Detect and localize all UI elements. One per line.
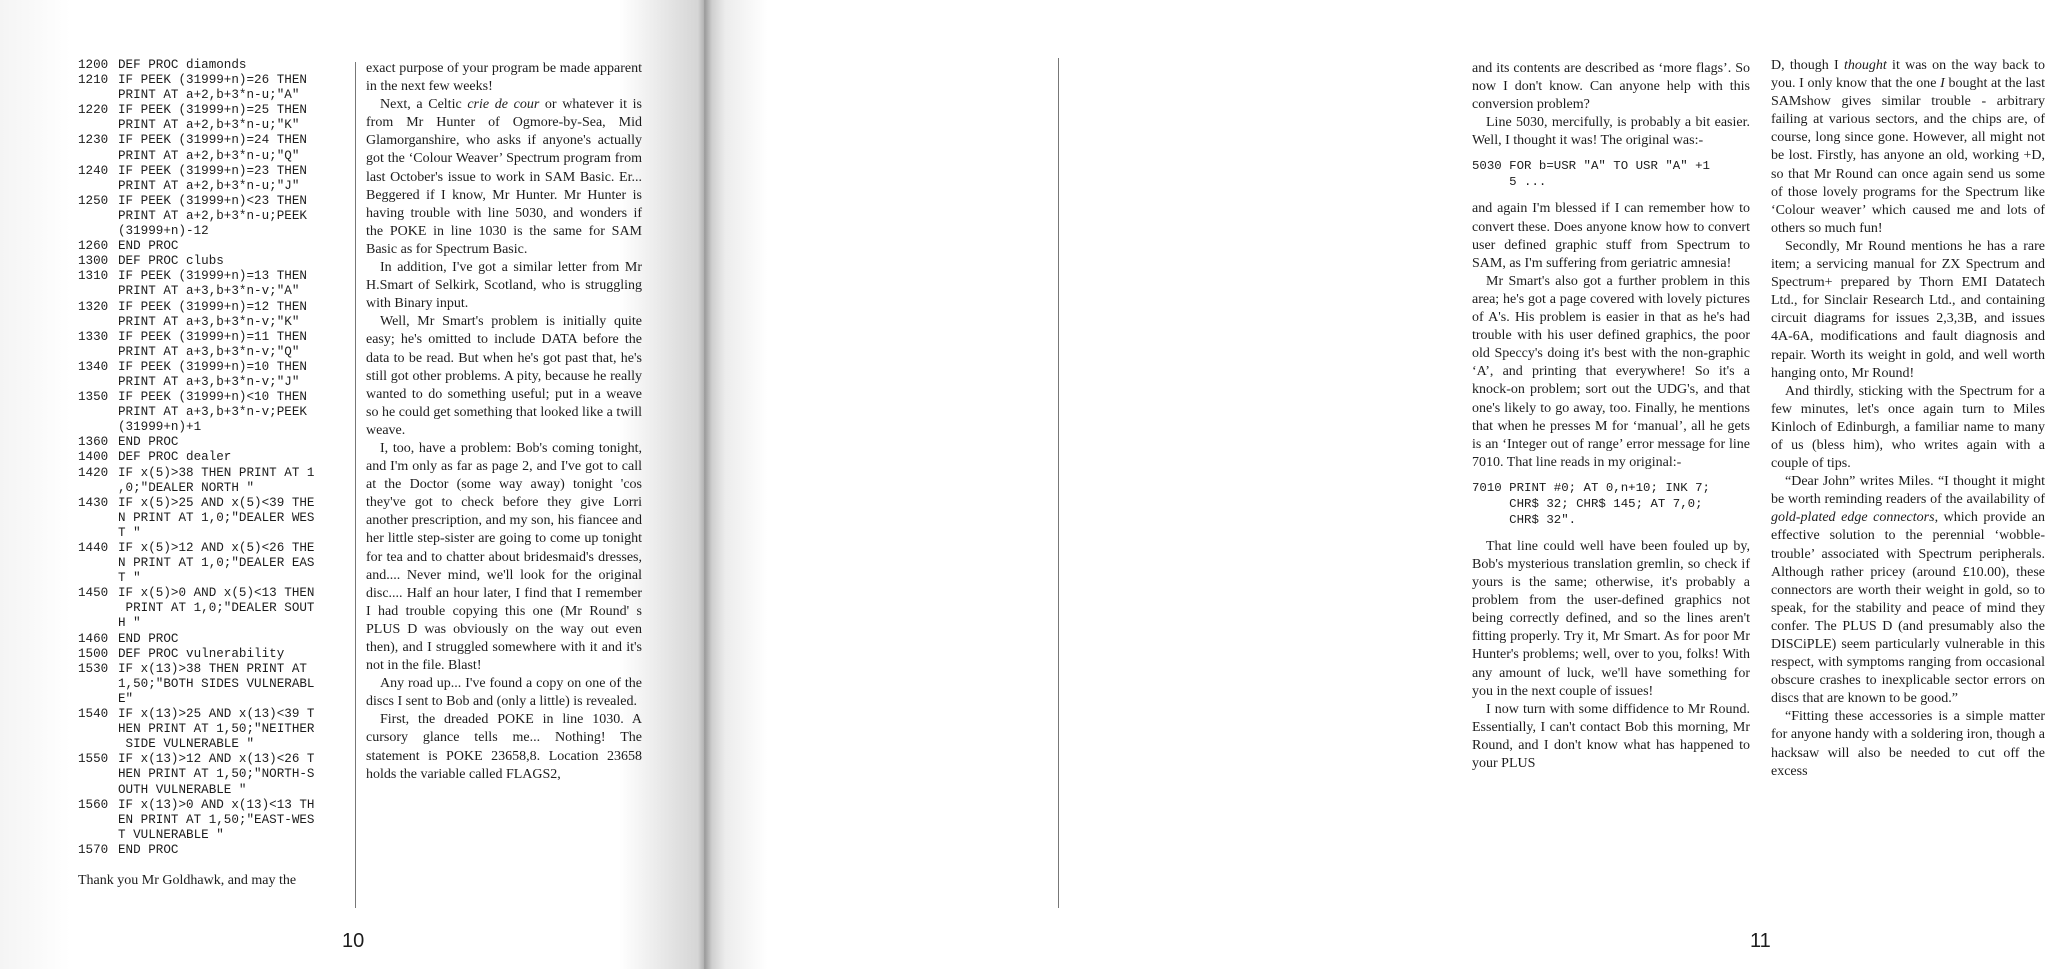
- line-number: 1250: [78, 193, 109, 208]
- code-line: [78, 435, 346, 450]
- line-number: [78, 571, 118, 586]
- code-line: [78, 315, 346, 330]
- code-snippet-7010: [1472, 480, 1750, 528]
- code-line: [78, 149, 346, 164]
- paragraph: Mr Smart's also got a further problem in this area; he's got a page covered with lovely pictures of A's. His problem is easier in that as he's had trouble with his user defined graphics, the poor old Speccy's doing it's best with the non-graphic ‘A’, and printing that everywhere! So it's a knock-on problem; sort out the UDG's, and that one's likely to go away, too. Finally, he mentions that when he presses M for ‘manual’, all he gets is an ‘Integer out of range’ error message for line 7010. That line reads in my original:-: [1472, 273, 1750, 470]
- paragraph: D, though I thought it was on the way back to you. I only know that the one I bought at the last SAMshow gives similar trouble - arbitrary failing at various sectors, and the chips are, of course, long since gone. However, all might not be lost. Firstly, has anyone an old, working +D, so that Mr Round can once again send us some of those lovely programs for the Spectrum like ‘Colour weaver’ which caused me and lots of others so much fun!: [1771, 58, 2045, 236]
- line-number: 1300: [78, 254, 109, 269]
- right-page-text-column-2: [1771, 57, 2045, 907]
- code-line: [78, 601, 346, 616]
- left-page: [0, 0, 704, 969]
- paragraph: “Fitting these accessories is a simple matter for anyone handy with a soldering iron, though a hacksaw will also be needed to cut off the excess: [1771, 709, 2045, 779]
- line-number: [78, 601, 118, 616]
- line-number: [78, 511, 118, 526]
- line-number: [78, 375, 118, 390]
- code-line: 5 ...: [1472, 175, 1547, 190]
- paragraph: Thank you Mr Goldhawk, and may the: [78, 872, 297, 888]
- code-line: [78, 843, 346, 858]
- paragraph: I now turn with some diffidence to Mr Round. Essentially, I can't contact Bob this morning, Mr Round, and I don't know what has happened to your PLUS: [1472, 701, 1750, 771]
- code-line: [78, 209, 346, 224]
- code-statement: IF x(5)>12 AND x(5)<26 THE: [118, 541, 315, 555]
- code-line: [78, 164, 346, 179]
- code-statement: T ": [118, 571, 141, 586]
- code-line: [78, 330, 346, 345]
- code-statement: (31999+n)-12: [118, 224, 209, 239]
- line-number: 1530: [78, 661, 109, 676]
- paragraph: That line could well have been fouled up by, Bob's mysterious translation gremlin, so check if yours is the same; otherwise, it's probably a problem from the user-defined graphics not being correctly defined, and so the lines aren't fitting properly. Try it, Mr Smart. As for poor Mr Hunter's problems; well, over to you, folks! With any amount of luck, we'll have something for you in the next couple of issues!: [1472, 538, 1750, 699]
- basic-code-listing: [78, 58, 346, 888]
- line-number: [78, 526, 118, 541]
- line-number: 1430: [78, 495, 109, 510]
- line-number: [78, 118, 118, 133]
- line-number: [78, 149, 118, 164]
- line-number: [78, 345, 118, 360]
- code-statement: IF PEEK (31999+n)<23 THEN: [118, 193, 307, 208]
- code-line: [78, 707, 346, 722]
- code-line: [78, 118, 346, 133]
- code-line: [78, 481, 346, 496]
- code-snippet-5030: [1472, 158, 1750, 190]
- page-number: 10: [342, 930, 365, 952]
- code-line: [78, 360, 346, 375]
- code-statement: DEF PROC diamonds: [118, 58, 247, 72]
- code-statement: IF PEEK (31999+n)=23 THEN: [118, 163, 307, 178]
- code-statement: IF x(13)>38 THEN PRINT AT: [118, 661, 307, 676]
- code-line: [78, 737, 346, 752]
- line-number: 1550: [78, 752, 109, 767]
- code-statement: DEF PROC dealer: [118, 450, 232, 465]
- code-line: [78, 496, 346, 511]
- line-number: [78, 767, 118, 782]
- code-statement: T ": [118, 525, 141, 540]
- code-line: [78, 828, 346, 843]
- line-number: 1560: [78, 797, 109, 812]
- line-number: [78, 179, 118, 194]
- line-number: 1320: [78, 299, 109, 314]
- code-statement: H ": [118, 616, 141, 631]
- line-number: [78, 737, 118, 752]
- line-number: [78, 420, 118, 435]
- right-page-text-column-1: [1472, 60, 1750, 910]
- line-number: [78, 284, 118, 299]
- code-statement: T VULNERABLE ": [118, 827, 224, 842]
- left-page-text-column: [366, 60, 642, 910]
- line-number: [78, 813, 118, 828]
- code-statement: IF x(13)>12 AND x(13)<26 T: [118, 752, 315, 767]
- line-number: 1440: [78, 541, 109, 555]
- code-line: CHR$ 32; CHR$ 145; AT 7,0;: [1472, 496, 1703, 511]
- paragraph: and its contents are described as ‘more flags’. So now I don't know. Can anyone help with this conversion problem?: [1472, 61, 1750, 113]
- code-statement: IF PEEK (31999+n)=24 THEN: [118, 133, 307, 148]
- code-statement: (31999+n)+1: [118, 420, 202, 435]
- code-line: [78, 300, 346, 315]
- line-number: 1450: [78, 586, 109, 601]
- code-line: [78, 390, 346, 405]
- code-line: [78, 88, 346, 103]
- code-statement: IF x(5)>0 AND x(5)<13 THEN: [118, 586, 315, 601]
- line-number: [78, 209, 118, 224]
- line-number: 1420: [78, 465, 109, 480]
- code-statement: PRINT AT a+3,b+3*n-v;"Q": [118, 344, 300, 359]
- code-statement: N PRINT AT 1,0;"DEALER EAS: [118, 556, 315, 571]
- line-number: 1210: [78, 73, 109, 88]
- code-statement: E": [118, 691, 134, 706]
- code-statement: ,0;"DEALER NORTH ": [118, 480, 255, 495]
- code-statement: DEF PROC clubs: [118, 254, 224, 269]
- paragraph: Line 5030, mercifully, is probably a bit easier. Well, I thought it was! The original was:-: [1472, 115, 1750, 149]
- line-number: [78, 616, 118, 631]
- code-statement: PRINT AT 1,0;"DEALER SOUT: [118, 601, 315, 616]
- code-line: [78, 73, 346, 88]
- code-line: [78, 179, 346, 194]
- line-number: 1460: [78, 631, 109, 646]
- paragraph: and again I'm blessed if I can remember how to convert these. Does anyone know how to convert user defined graphic stuff from Spectrum to SAM, as I'm suffering from geriatric amnesia!: [1472, 201, 1750, 271]
- line-number: [78, 677, 118, 692]
- line-number: 1330: [78, 329, 109, 344]
- line-number: 1500: [78, 646, 109, 661]
- code-statement: IF x(5)>25 AND x(5)<39 THE: [118, 495, 315, 510]
- code-line: [78, 541, 346, 556]
- line-number: [78, 783, 118, 798]
- code-line: 5030 FOR b=USR "A" TO USR "A" +1: [1472, 159, 1710, 174]
- code-statement: DEF PROC vulnerability: [118, 646, 285, 661]
- code-line: 7010 PRINT #0; AT 0,n+10; INK 7;: [1472, 480, 1710, 495]
- paragraph: Secondly, Mr Round mentions he has a rare item; a servicing manual for ZX Spectrum and Spectrum+ prepared by Thorn EMI Datatech Ltd., for Sinclair Research Ltd., and containing circuit diagrams for issues 2,3,3B, and issues 4A-6A, modifications and fault diagnosis and repair. Worth its weight in gold, and well worth hanging onto, Mr Round!: [1771, 238, 2045, 381]
- line-number: 1200: [78, 58, 109, 72]
- code-statement: END PROC: [118, 435, 179, 450]
- code-line: [78, 586, 346, 601]
- paragraph: I, too, have a problem: Bob's coming tonight, and I'm only as far as page 2, and I've got to call at the Doctor (some way away) tonight 'cos they've got to check before they give Lorri another prescription, and my son, his fiancee and her little step-sister are going to come up tonight for tea and to chatter about bridesmaid's dresses, and.... Never mind, we'll look for the original disc.... Half an hour later, I find that I remember I had trouble copying this one (Mr Round' s PLUS D was obviously on the way out even then), and I struggled somewhere with it and it's not in the file. Blast!: [366, 440, 642, 674]
- code-statement: SIDE VULNERABLE ": [118, 737, 255, 752]
- line-number: 1220: [78, 103, 109, 118]
- code-line: [78, 767, 346, 782]
- code-line: [78, 752, 346, 767]
- code-line: [78, 632, 346, 647]
- line-number: 1360: [78, 435, 109, 450]
- line-number: [78, 88, 118, 103]
- code-line: [78, 375, 346, 390]
- code-line: [78, 58, 346, 73]
- code-line: [78, 239, 346, 254]
- code-statement: END PROC: [118, 842, 179, 857]
- line-number: 1400: [78, 450, 109, 465]
- code-line: [78, 194, 346, 209]
- line-number: 1350: [78, 390, 109, 405]
- code-statement: PRINT AT a+2,b+3*n-u;PEEK: [118, 208, 307, 223]
- code-line: [78, 722, 346, 737]
- code-line: [78, 616, 346, 631]
- line-number: 1240: [78, 163, 109, 178]
- code-statement: PRINT AT a+2,b+3*n-u;"J": [118, 178, 300, 193]
- paragraph: And thirdly, sticking with the Spectrum for a few minutes, let's once again turn to Miles Kinloch of Edinburgh, a familiar name to many of us (bless him), who writes again with a couple of tips.: [1771, 383, 2045, 472]
- code-statement: IF PEEK (31999+n)<10 THEN: [118, 390, 307, 405]
- paragraph: Well, Mr Smart's problem is initially quite easy; he's omitted to include DATA before the data to be read. But when he's got past that, he's still got other problems. A pity, because he really wanted to do something useful; put in a weave so he could get something that looked like a twill weave.: [366, 314, 642, 438]
- code-statement: IF PEEK (31999+n)=25 THEN: [118, 103, 307, 118]
- paragraph: Any road up... I've found a copy on one of the discs I sent to Bob and (only a little) is revealed.: [366, 676, 642, 710]
- column-divider: [1058, 58, 1059, 908]
- line-number: 1570: [78, 842, 109, 857]
- code-statement: IF x(5)>38 THEN PRINT AT 1: [118, 465, 315, 480]
- code-line: [78, 269, 346, 284]
- code-statement: IF x(13)>25 AND x(13)<39 T: [118, 707, 315, 722]
- line-number: [78, 556, 118, 571]
- book-spine-shadow: [698, 0, 712, 969]
- code-statement: N PRINT AT 1,0;"DEALER WES: [118, 510, 315, 525]
- code-statement: PRINT AT a+3,b+3*n-v;PEEK: [118, 405, 307, 420]
- page-number: 11: [1750, 930, 1771, 952]
- code-statement: HEN PRINT AT 1,50;"NEITHER: [118, 722, 315, 737]
- line-number: [78, 405, 118, 420]
- line-number: 1260: [78, 239, 109, 254]
- code-statement: EN PRINT AT 1,50;"EAST-WES: [118, 812, 315, 827]
- code-line: [78, 647, 346, 662]
- line-number: [78, 722, 118, 737]
- code-statement: PRINT AT a+2,b+3*n-u;"A": [118, 88, 300, 103]
- code-line: [78, 254, 346, 269]
- code-statement: PRINT AT a+2,b+3*n-u;"Q": [118, 148, 300, 163]
- line-number: [78, 828, 118, 843]
- code-line: [78, 798, 346, 813]
- code-line: [78, 571, 346, 586]
- code-line: [78, 662, 346, 677]
- code-statement: IF PEEK (31999+n)=13 THEN: [118, 269, 307, 284]
- code-statement: IF PEEK (31999+n)=11 THEN: [118, 329, 307, 344]
- paragraph: “Dear John” writes Miles. “I thought it might be worth reminding readers of the availability of gold-plated edge connectors, which provide an effective solution to the perennial ‘wobble-trouble’ associated with Spectrum peripherals. Although rather pricey (around £10.00), these connectors are worth their weight in gold, so to speak, for the stability and peace of mind they confer. The PLUS D (and presumably also the DISCiPLE) seem particularly vulnerable in this respect, with symptoms ranging from occasional obscure crashes to inexplicable sector errors on discs that are known to be good.”: [1771, 474, 2045, 707]
- code-line: [78, 526, 346, 541]
- code-line: [78, 783, 346, 798]
- paragraph: In addition, I've got a similar letter from Mr H.Smart of Selkirk, Scotland, who is struggling with Binary input.: [366, 260, 642, 312]
- line-number: 1230: [78, 133, 109, 148]
- code-statement: END PROC: [118, 239, 179, 254]
- code-line: [78, 450, 346, 465]
- code-statement: IF PEEK (31999+n)=12 THEN: [118, 299, 307, 314]
- line-number: [78, 481, 118, 496]
- code-line: [78, 284, 346, 299]
- code-line: [78, 677, 346, 692]
- code-line: [78, 133, 346, 148]
- paragraph: First, the dreaded POKE in line 1030. A cursory glance tells me... Nothing! The statement is POKE 23658,8. Location 23658 holds the variable called FLAGS2,: [366, 712, 642, 782]
- code-line: [78, 345, 346, 360]
- code-statement: IF x(13)>0 AND x(13)<13 TH: [118, 797, 315, 812]
- code-line: [78, 556, 346, 571]
- code-statement: 1,50;"BOTH SIDES VULNERABL: [118, 676, 315, 691]
- code-line: [78, 692, 346, 707]
- code-line: [78, 813, 346, 828]
- line-number: 1340: [78, 359, 109, 374]
- code-statement: OUTH VULNERABLE ": [118, 782, 247, 797]
- code-line: [78, 420, 346, 435]
- code-line: CHR$ 32".: [1472, 512, 1577, 527]
- code-statement: PRINT AT a+3,b+3*n-v;"K": [118, 314, 300, 329]
- code-statement: PRINT AT a+2,b+3*n-u;"K": [118, 118, 300, 133]
- code-line: [78, 103, 346, 118]
- code-line: [78, 511, 346, 526]
- code-statement: END PROC: [118, 631, 179, 646]
- code-line: [78, 466, 346, 481]
- code-statement: HEN PRINT AT 1,50;"NORTH-S: [118, 767, 315, 782]
- line-number: [78, 692, 118, 707]
- paragraph: exact purpose of your program be made apparent in the next few weeks!: [366, 61, 642, 95]
- line-number: 1310: [78, 269, 109, 284]
- line-number: [78, 224, 118, 239]
- right-page: [704, 0, 2045, 969]
- code-statement: PRINT AT a+3,b+3*n-v;"J": [118, 374, 300, 389]
- code-statement: IF PEEK (31999+n)=10 THEN: [118, 359, 307, 374]
- line-number: 1540: [78, 707, 109, 722]
- code-line: [78, 405, 346, 420]
- code-statement: PRINT AT a+3,b+3*n-v;"A": [118, 284, 300, 299]
- column-divider: [355, 62, 356, 908]
- code-line: [78, 224, 346, 239]
- line-number: [78, 315, 118, 330]
- paragraph: Next, a Celtic crie de cour or whatever it is from Mr Hunter of Ogmore-by-Sea, Mid Glamorganshire, who asks if anyone's actually got the ‘Colour Weaver’ Spectrum program from last October's issue to work in SAM Basic. Er... Beggered if I know, Mr Hunter. Mr Hunter is having trouble with line 5030, and wonders if the POKE in line 1030 is the same for SAM Basic as for Spectrum Basic.: [366, 97, 642, 257]
- code-statement: IF PEEK (31999+n)=26 THEN: [118, 73, 307, 88]
